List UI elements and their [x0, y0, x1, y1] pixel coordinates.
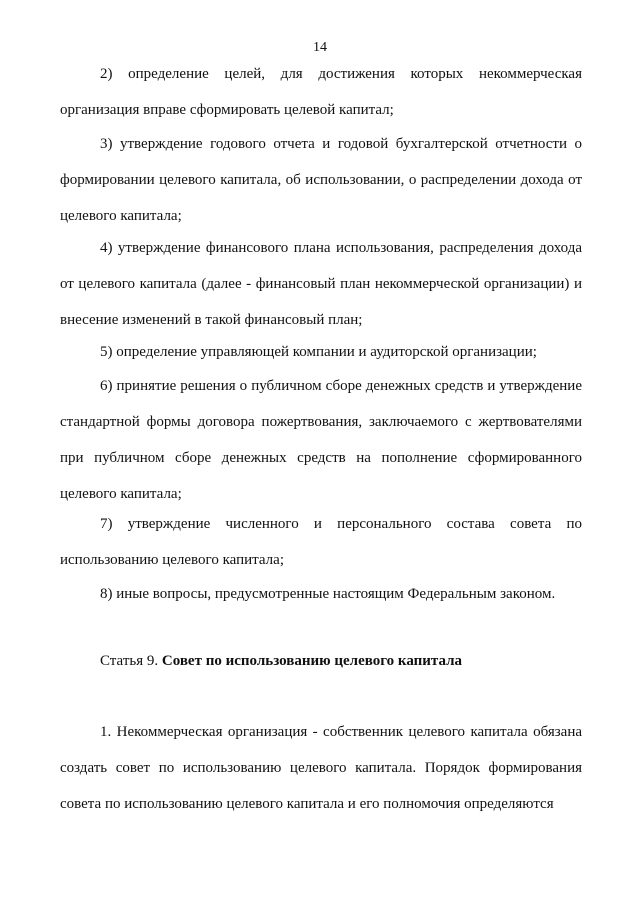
- page-number: 14: [313, 40, 327, 55]
- article-paragraph-1: 1. Некоммерческая организация - собственник целевого капитала обязана создать совет по использованию целевого капитала. Порядок формирования совета по использованию целевого капитала и его полномочия определяются: [60, 724, 582, 812]
- article-heading: [100, 651, 462, 671]
- list-item-2: 2) определение целей, для достижения которых некоммерческая организация вправе сформировать целевой капитал;: [60, 66, 582, 118]
- list-item-6: 6) принятие решения о публичном сборе денежных средств и утверждение стандартной формы договора пожертвования, заключаемого с жертвователями при публичном сборе денежных средств на пополнение сформированного целевого капитала;: [60, 378, 582, 502]
- list-item-4: 4) утверждение финансового плана использования, распределения дохода от целевого капитала (далее - финансовый план некоммерческой организации) и внесение изменений в такой финансовый план;: [60, 240, 582, 328]
- article-title: Совет по использованию целевого капитала: [161, 653, 463, 669]
- list-item-3: 3) утверждение годового отчета и годовой бухгалтерской отчетности о формировании целевого капитала, об использовании, о распределении дохода от целевого капитала;: [60, 136, 582, 224]
- list-item-8: 8) иные вопросы, предусмотренные настоящим Федеральным законом.: [100, 586, 556, 602]
- list-item-7: 7) утверждение численного и персонального состава совета по использованию целевого капитала;: [60, 516, 582, 568]
- list-item-5: 5) определение управляющей компании и аудиторской организации;: [100, 344, 537, 360]
- article-label: Статья 9.: [100, 653, 159, 669]
